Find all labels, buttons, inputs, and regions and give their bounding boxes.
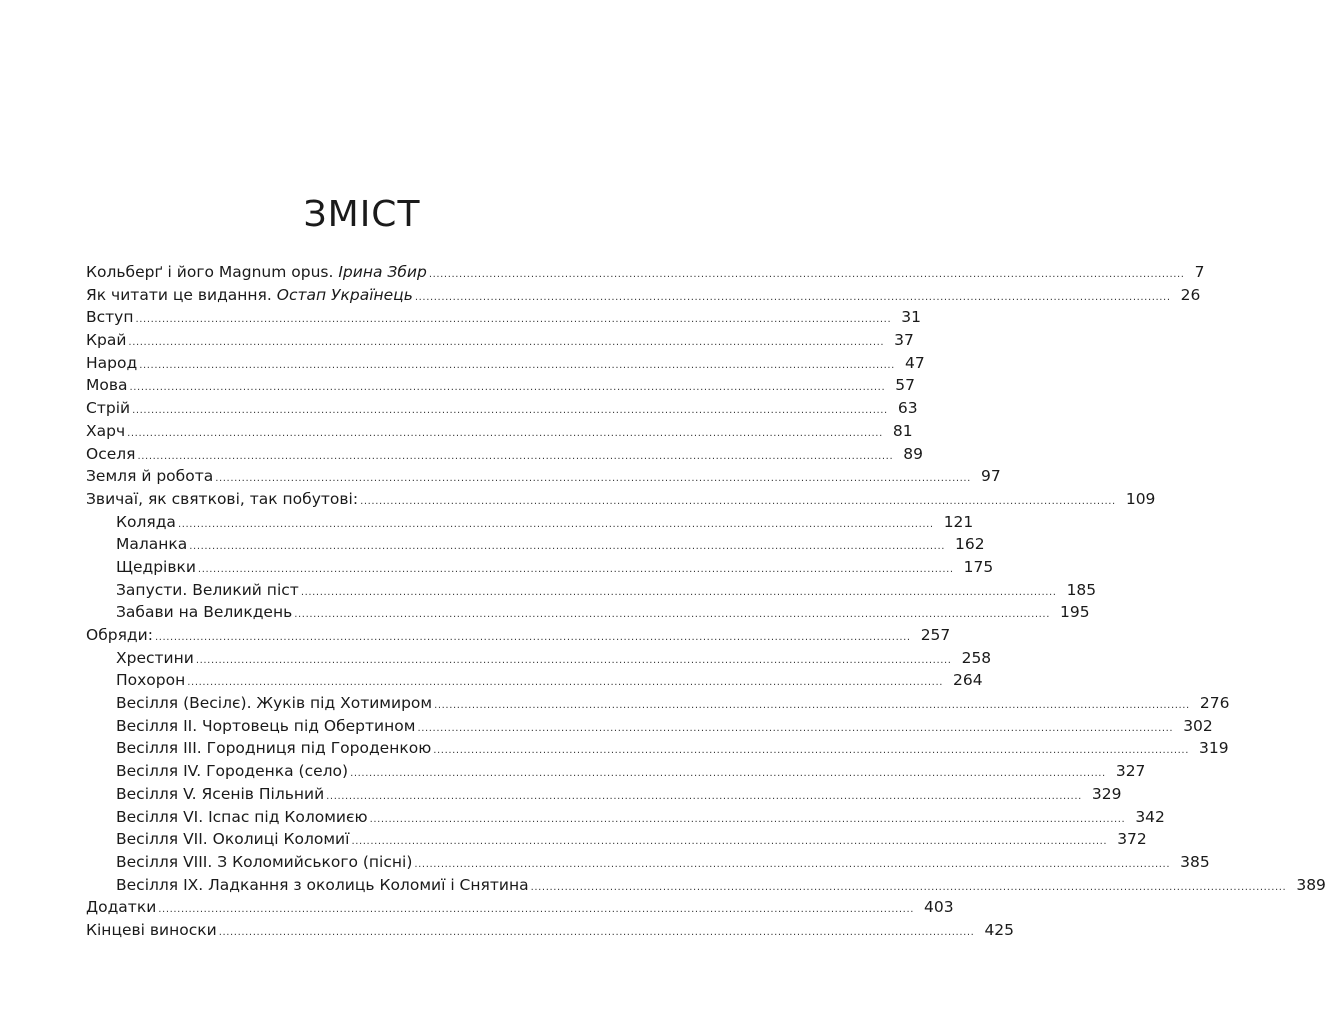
toc-entry-title: Хрестини: [116, 648, 194, 667]
toc-entry-title: Обряди:: [86, 626, 153, 644]
toc-entry: [86, 851, 1210, 874]
toc-entry-page-number: 276: [1199, 694, 1230, 713]
toc-entry-page-number: 89: [903, 444, 923, 463]
toc-entry: [86, 647, 992, 670]
toc-entry: [86, 783, 1122, 806]
toc-entry-page-number: 81: [892, 421, 913, 440]
toc-entry: [86, 533, 985, 556]
toc-entry-page-number: 63: [897, 399, 918, 418]
toc-entry-title: Запусти. Великий піст: [116, 580, 299, 599]
toc-entry-label: [116, 828, 349, 851]
toc-entry-title: Весілля V. Ясенів Пільний: [116, 784, 325, 803]
toc-entry: [86, 443, 923, 466]
toc-entry-title: Оселя: [86, 444, 136, 463]
toc-entry-title: Весілля VI. Іспас під Коломиєю: [116, 807, 368, 826]
toc-entry-author: Остап Українець: [276, 285, 413, 304]
toc-entry-author: Ірина Збир: [338, 263, 427, 281]
toc-entry: [86, 874, 1326, 897]
page-title: ЗМІСТ: [303, 194, 421, 236]
toc-entry-page-number: 47: [904, 353, 925, 372]
toc-entry-label: [86, 306, 134, 329]
toc-entry: [86, 669, 983, 692]
toc-entry-title: Мова: [86, 376, 128, 395]
toc-entry-label: [116, 715, 415, 738]
toc-entry: [86, 420, 913, 443]
toc-entry: [86, 306, 921, 329]
toc-entry-label: [86, 329, 126, 352]
toc-entry-title: Додатки: [86, 898, 157, 917]
toc-entry-label: [86, 488, 358, 511]
toc-entry-title: Звичаї, як святкові, так побутові:: [86, 489, 359, 508]
toc-entry-page-number: 258: [961, 648, 992, 667]
dot-leader: ........................................................................................................................................................................................................: [132, 405, 888, 417]
toc-entry-title: Народ: [86, 353, 138, 372]
dot-leader: ........................................................................................................................................................................................................: [195, 654, 952, 666]
dot-leader: ........................................................................................................................................................................................................: [360, 495, 1116, 507]
toc-entry-label: [86, 443, 136, 466]
toc-entry-label: [86, 919, 217, 942]
toc-entry-title: Весілля VIII. З Коломийського (пісні): [116, 852, 413, 871]
dot-leader: ........................................................................................................................................................................................................: [137, 450, 894, 462]
toc-entry-page-number: 109: [1125, 489, 1156, 508]
toc-entry: [86, 828, 1147, 851]
toc-entry-label: [116, 737, 431, 760]
toc-entry-page-number: 327: [1115, 762, 1146, 781]
dot-leader: ........................................................................................................................................................................................................: [127, 427, 883, 439]
toc-entry-label: [86, 465, 213, 488]
toc-entry-page-number: 389: [1296, 875, 1326, 894]
toc-entry-label: [116, 601, 292, 624]
table-of-contents: [86, 261, 1326, 942]
toc-entry-label: [116, 669, 185, 692]
dot-leader: ........................................................................................................................................................................................................: [158, 904, 915, 916]
toc-entry-title: Весілля VII. Околиці Коломиї: [116, 830, 350, 849]
toc-entry-page-number: 195: [1059, 603, 1090, 622]
toc-entry: [86, 919, 1015, 942]
toc-entry: [86, 488, 1156, 511]
toc-entry-page-number: 175: [963, 557, 994, 576]
toc-entry-label: [86, 261, 427, 284]
toc-entry-page-number: 57: [895, 376, 915, 395]
dot-leader: ........................................................................................................................................................................................................: [369, 813, 1126, 825]
dot-leader: ........................................................................................................................................................................................................: [187, 677, 944, 689]
dot-leader: ........................................................................................................................................................................................................: [177, 518, 934, 530]
toc-entry-page-number: 97: [980, 467, 1001, 486]
toc-entry-title: Похорон: [116, 671, 186, 690]
toc-entry: [86, 284, 1201, 307]
toc-entry: [86, 374, 915, 397]
dot-leader: ........................................................................................................................................................................................................: [414, 858, 1171, 870]
toc-entry: [86, 601, 1090, 624]
toc-entry-label: [86, 352, 137, 375]
toc-entry: [86, 624, 951, 647]
dot-leader: ........................................................................................................................................................................................................: [434, 700, 1190, 712]
dot-leader: ........................................................................................................................................................................................................: [139, 359, 895, 371]
dot-leader: ........................................................................................................................................................................................................: [135, 314, 892, 326]
dot-leader: ........................................................................................................................................................................................................: [215, 473, 971, 485]
toc-entry-title: Весілля ІІ. Чортовець під Обертином: [116, 716, 416, 735]
toc-entry: [86, 737, 1229, 760]
toc-entry: [86, 397, 918, 420]
toc-entry-label: [116, 760, 348, 783]
dot-leader: ........................................................................................................................................................................................................: [189, 541, 946, 553]
toc-entry: [86, 760, 1146, 783]
dot-leader: ........................................................................................................................................................................................................: [351, 836, 1108, 848]
toc-entry-title: Весілля (Весілє). Жуків під Хотимиром: [116, 694, 433, 713]
dot-leader: ........................................................................................................................................................................................................: [129, 382, 886, 394]
toc-entry-label: [116, 692, 432, 715]
toc-entry-label: [116, 851, 412, 874]
toc-entry-label: [86, 397, 130, 420]
toc-entry-label: [116, 806, 368, 829]
toc-entry-title: Щедрівки: [116, 557, 196, 576]
dot-leader: ........................................................................................................................................................................................................: [300, 586, 1057, 598]
toc-entry: [86, 511, 974, 534]
toc-entry-title: Кольберґ і його Magnum opus.: [86, 263, 334, 281]
toc-entry-label: [116, 511, 176, 534]
toc-entry: [86, 806, 1165, 829]
toc-entry-page-number: 7: [1194, 263, 1205, 281]
dot-leader: ........................................................................................................................................................................................................: [417, 722, 1174, 734]
toc-entry-label: [116, 533, 187, 556]
toc-entry-page-number: 329: [1091, 784, 1122, 803]
toc-entry: [86, 579, 1097, 602]
toc-entry-label: [86, 374, 128, 397]
toc-entry-title: Стрій: [86, 399, 131, 418]
toc-entry-title: Край: [86, 331, 127, 350]
dot-leader: ........................................................................................................................................................................................................: [433, 745, 1189, 757]
toc-entry-page-number: 257: [920, 626, 951, 644]
toc-entry-label: [116, 556, 196, 579]
dot-leader: ........................................................................................................................................................................................................: [530, 881, 1287, 893]
toc-entry-label: [86, 284, 413, 307]
toc-entry-page-number: 185: [1066, 580, 1097, 599]
toc-entry-page-number: 26: [1180, 285, 1201, 304]
toc-entry-page-number: 425: [984, 920, 1015, 939]
toc-entry-page-number: 372: [1117, 830, 1147, 849]
dot-leader: ........................................................................................................................................................................................................: [128, 337, 885, 349]
toc-entry: [86, 556, 994, 579]
toc-entry: [86, 352, 925, 375]
toc-entry-page-number: 319: [1199, 739, 1229, 758]
toc-entry-title: Забави на Великдень: [116, 603, 293, 622]
toc-entry-title: Кінцеві виноски: [86, 920, 217, 939]
toc-entry: [86, 896, 954, 919]
toc-entry-label: [86, 420, 125, 443]
toc-entry: [86, 261, 1205, 284]
toc-entry-title: Весілля IV. Городенка (село): [116, 762, 349, 781]
toc-entry-page-number: 37: [894, 331, 914, 350]
toc-entry-label: [116, 874, 529, 897]
toc-entry-title: Коляда: [116, 512, 176, 531]
toc-entry-page-number: 403: [924, 898, 954, 917]
dot-leader: ........................................................................................................................................................................................................: [326, 790, 1082, 802]
toc-entry-title: Як читати це видання.: [86, 285, 272, 304]
toc-entry-label: [86, 624, 153, 647]
toc-entry-title: Вступ: [86, 308, 134, 327]
toc-entry-page-number: 121: [943, 512, 974, 531]
toc-entry: [86, 692, 1230, 715]
dot-leader: ........................................................................................................................................................................................................: [218, 926, 975, 938]
toc-entry: [86, 715, 1213, 738]
toc-entry-title: Весілля ІІІ. Городниця під Городенкою: [116, 739, 432, 758]
dot-leader: ........................................................................................................................................................................................................: [350, 768, 1106, 780]
toc-entry: [86, 329, 914, 352]
toc-entry-page-number: 31: [901, 308, 921, 327]
toc-entry-title: Харч: [86, 421, 126, 440]
dot-leader: ........................................................................................................................................................................................................: [154, 632, 911, 643]
dot-leader: ........................................................................................................................................................................................................: [197, 563, 954, 575]
toc-entry-title: Маланка: [116, 535, 188, 554]
toc-entry-title: Земля й робота: [86, 467, 214, 486]
dot-leader: ........................................................................................................................................................................................................: [428, 269, 1185, 280]
dot-leader: ........................................................................................................................................................................................................: [294, 609, 1050, 621]
toc-entry-label: [86, 896, 156, 919]
toc-entry-page-number: 342: [1135, 807, 1165, 826]
toc-entry-label: [116, 783, 324, 806]
toc-entry: [86, 465, 1001, 488]
dot-leader: ........................................................................................................................................................................................................: [414, 291, 1171, 303]
toc-entry-page-number: 385: [1180, 852, 1210, 871]
toc-entry-page-number: 162: [955, 535, 985, 554]
toc-entry-label: [116, 579, 299, 602]
toc-entry-page-number: 264: [953, 671, 983, 690]
toc-entry-title: Весілля IX. Ладкання з околиць Коломиї і Снятина: [116, 875, 529, 894]
toc-entry-page-number: 302: [1183, 716, 1213, 735]
toc-entry-label: [116, 647, 194, 670]
